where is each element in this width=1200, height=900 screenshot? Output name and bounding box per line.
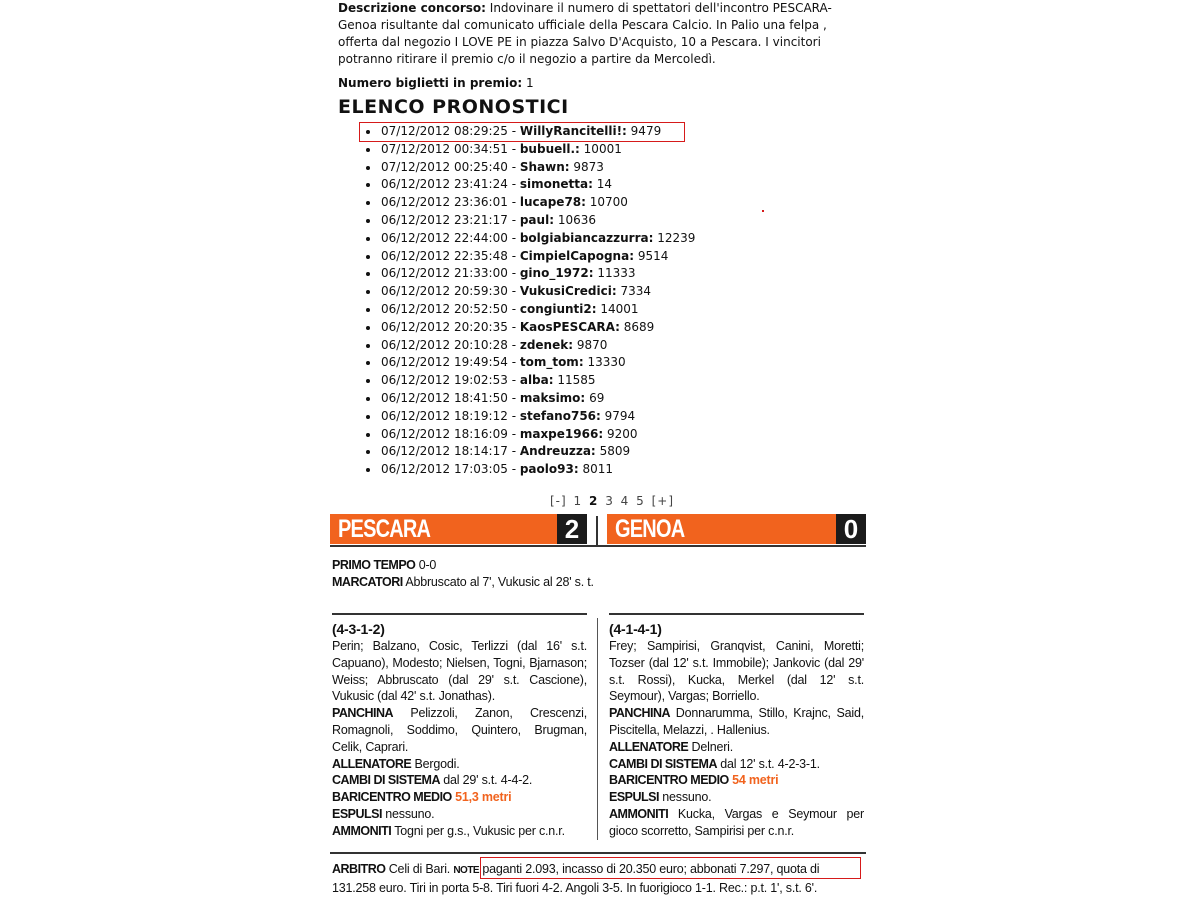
- prediction-guess: 11333: [597, 266, 636, 281]
- prediction-item: 06/12/2012 18:19:12 - stefano756: 9794: [366, 408, 695, 426]
- away-formation: (4-1-4-1): [609, 621, 662, 637]
- home-cambi: [332, 772, 587, 789]
- away-panchina: [609, 705, 864, 739]
- prediction-user: congiunti2:: [519, 301, 597, 316]
- score-bar: [330, 514, 866, 546]
- prediction-user: paolo93:: [519, 462, 579, 477]
- home-score: 2: [557, 514, 587, 544]
- away-baricentro: [609, 772, 864, 789]
- away-panchina-label: PANCHINA: [609, 706, 671, 721]
- tickets-info: [338, 75, 534, 92]
- prediction-item: 07/12/2012 00:25:40 - Shawn: 9873: [366, 159, 695, 177]
- home-espulsi-value: nessuno.: [385, 806, 435, 821]
- pager-prev[interactable]: [-]: [550, 494, 567, 508]
- description-label: Descrizione concorso:: [338, 1, 486, 15]
- prediction-timestamp: 06/12/2012 22:44:00: [381, 230, 508, 245]
- home-baricentro-label: BARICENTRO MEDIO: [332, 790, 452, 805]
- home-panchina: [332, 705, 587, 755]
- footer-rule: [330, 852, 866, 854]
- prediction-guess: 11585: [557, 373, 596, 388]
- predictions-title: ELENCO PRONOSTICI: [338, 96, 569, 118]
- marcatori-value: Abbruscato al 7', Vukusic al 28' s. t.: [405, 574, 594, 589]
- description-text: Indovinare il numero di spettatori dell'incontro PESCARA-Genoa risultante dal comunicato ufficiale della Pescara Calcio. In Palio una felpa , offerta dal negozio I LOVE PE in piazza Salvo D'Acquisto, 10 a Pescara. I vincitori potranno ritirare il premio c/o il negozio a partire da Mercoledì.: [338, 1, 832, 66]
- prediction-timestamp: 06/12/2012 18:41:50: [381, 390, 508, 405]
- prediction-timestamp: 06/12/2012 20:52:50: [381, 301, 508, 316]
- home-players: Perin; Balzano, Cosic, Terlizzi (dal 16' s.t. Capuano), Modesto; Nielsen, Togni, Bjarnason; Weiss; Abbruscato (dal 29' s.t. Cascione), Vukusic (dal 42' s.t. Jonathas).: [332, 639, 587, 704]
- prediction-timestamp: 07/12/2012 08:29:25: [381, 124, 508, 138]
- away-team-bar: [607, 514, 866, 544]
- prediction-user: tom_tom:: [519, 355, 584, 370]
- prediction-item: 06/12/2012 23:21:17 - paul: 10636: [366, 212, 695, 230]
- prediction-item: 06/12/2012 20:10:28 - zdenek: 9870: [366, 337, 695, 355]
- away-lineup: [609, 613, 864, 840]
- home-lineup-rule: [332, 613, 587, 615]
- prediction-guess: 12239: [657, 230, 696, 245]
- prediction-guess: 10700: [589, 195, 628, 210]
- prediction-guess: 9200: [606, 426, 638, 441]
- away-cambi-label: CAMBI DI SISTEMA: [609, 756, 717, 771]
- away-ammoniti-label: AMMONITI: [609, 806, 669, 821]
- primo-tempo: [332, 557, 872, 574]
- pager-page-5[interactable]: 5: [636, 494, 645, 508]
- prediction-user: alba:: [519, 373, 554, 388]
- prediction-timestamp: 06/12/2012 17:03:05: [381, 462, 508, 477]
- prediction-user: Andreuzza:: [519, 444, 596, 459]
- tickets-label: Numero biglietti in premio:: [338, 76, 523, 90]
- prediction-item: 06/12/2012 23:41:24 - simonetta: 14: [366, 176, 695, 194]
- away-players: Frey; Sampirisi, Granqvist, Canini, Moretti; Tozser (dal 12' s.t. Immobile); Jankovic (dal 29' s.t. Rossi), Kucka, Merkel (dal 12' s.t. Seymour), Vargas; Borriello.: [609, 639, 864, 704]
- prediction-user: maksimo:: [519, 390, 586, 405]
- prediction-user: stefano756:: [519, 408, 601, 423]
- prediction-item: 06/12/2012 18:14:17 - Andreuzza: 5809: [366, 443, 695, 461]
- prediction-timestamp: 06/12/2012 23:21:17: [381, 212, 508, 227]
- away-espulsi-value: nessuno.: [662, 790, 712, 805]
- prediction-guess: 9514: [637, 248, 669, 263]
- prediction-guess: 9794: [604, 408, 636, 423]
- prediction-timestamp: 06/12/2012 20:20:35: [381, 319, 508, 334]
- prediction-timestamp: 07/12/2012 00:25:40: [381, 159, 508, 174]
- away-lineup-rule: [609, 613, 864, 615]
- prediction-guess: 9870: [576, 337, 608, 352]
- note-line-1: paganti 2.093, incasso di 20.350 euro; abbonati 7.297, quota di: [482, 862, 820, 876]
- home-cambi-value: dal 29' s.t. 4-4-2.: [443, 773, 533, 788]
- prediction-guess: 13330: [587, 355, 626, 370]
- prediction-user: maxpe1966:: [519, 426, 604, 441]
- prediction-item: 06/12/2012 18:16:09 - maxpe1966: 9200: [366, 426, 695, 444]
- away-espulsi: [609, 789, 864, 806]
- away-espulsi-label: ESPULSI: [609, 790, 659, 805]
- away-score: 0: [836, 514, 866, 544]
- home-ammoniti: [332, 823, 587, 840]
- prediction-user: paul:: [519, 212, 554, 227]
- prediction-user: WillyRancitelli!:: [519, 124, 627, 138]
- contest-description: [338, 0, 870, 68]
- prediction-item: 06/12/2012 22:44:00 - bolgiabiancazzurra: 12239: [366, 230, 695, 248]
- away-ammoniti-value: Kucka, Vargas e Seymour per gioco scorretto, Sampirisi per c.n.r.: [609, 806, 864, 838]
- prediction-user: KaosPESCARA:: [519, 319, 620, 334]
- home-baricentro-value: 51,3 metri: [455, 790, 512, 805]
- pager-page-4[interactable]: 4: [620, 494, 630, 508]
- prediction-timestamp: 06/12/2012 20:59:30: [381, 284, 508, 299]
- red-dot: [762, 210, 764, 212]
- note-label: NOTE: [453, 865, 480, 876]
- prediction-guess: 9873: [573, 159, 604, 174]
- away-team-name: GENOA: [615, 515, 685, 543]
- prediction-guess: 10636: [557, 212, 597, 227]
- pagination: [550, 494, 676, 508]
- tickets-value: 1: [525, 76, 534, 90]
- prediction-user: lucape78:: [519, 195, 586, 210]
- arbitro-label: ARBITRO: [332, 862, 386, 876]
- prediction-guess: 14001: [600, 301, 639, 316]
- primo-tempo-value: 0-0: [418, 558, 437, 572]
- prediction-timestamp: 06/12/2012 23:36:01: [381, 195, 508, 210]
- prediction-guess: 69: [589, 390, 605, 405]
- column-divider: [597, 618, 598, 840]
- prediction-user: bolgiabiancazzurra:: [519, 230, 654, 245]
- prediction-user: simonetta:: [519, 177, 593, 192]
- prediction-user: zdenek:: [519, 337, 574, 352]
- prediction-guess: 9479: [630, 124, 662, 138]
- prediction-item: 06/12/2012 17:03:05 - paolo93: 8011: [366, 461, 695, 479]
- away-ammoniti: [609, 806, 864, 840]
- away-panchina-value: Donnarumma, Stillo, Krajnc, Said, Piscitella, Melazzi, . Hallenius.: [609, 706, 864, 737]
- score-underline: [330, 545, 866, 547]
- score-separator: [596, 516, 598, 546]
- away-cambi: [609, 756, 864, 773]
- prediction-guess: 8011: [582, 462, 614, 477]
- home-espulsi: [332, 806, 587, 823]
- home-baricentro: [332, 789, 587, 806]
- home-ammoniti-label: AMMONITI: [332, 823, 392, 838]
- prediction-guess: 5809: [599, 444, 631, 459]
- prediction-user: gino_1972:: [519, 266, 594, 281]
- prediction-guess: 8689: [623, 319, 655, 334]
- home-team-name: PESCARA: [338, 515, 431, 543]
- pager-page-3[interactable]: 3: [605, 494, 614, 508]
- prediction-user: CimpielCapogna:: [519, 248, 634, 263]
- prediction-timestamp: 06/12/2012 23:41:24: [381, 177, 508, 192]
- pager-page-current[interactable]: 2: [589, 494, 599, 508]
- prediction-item: 06/12/2012 20:52:50 - congiunti2: 14001: [366, 301, 695, 319]
- prediction-timestamp: 06/12/2012 18:14:17: [381, 444, 508, 459]
- away-baricentro-label: BARICENTRO MEDIO: [609, 773, 729, 788]
- prediction-timestamp: 06/12/2012 22:35:48: [381, 248, 508, 263]
- prediction-item: 06/12/2012 23:36:01 - lucape78: 10700: [366, 194, 695, 212]
- home-espulsi-label: ESPULSI: [332, 806, 382, 821]
- prediction-item: 06/12/2012 21:33:00 - gino_1972: 11333: [366, 265, 695, 283]
- home-allenatore: [332, 756, 587, 773]
- pager-page-1[interactable]: 1: [573, 494, 583, 508]
- away-allenatore-label: ALLENATORE: [609, 739, 689, 754]
- prediction-user: Shawn:: [519, 159, 570, 174]
- prediction-item: 06/12/2012 19:49:54 - tom_tom: 13330: [366, 354, 695, 372]
- home-lineup: [332, 613, 587, 840]
- home-panchina-value: Pelizzoli, Zanon, Crescenzi, Romagnoli, Soddimo, Quintero, Brugman, Celik, Caprari.: [332, 706, 587, 754]
- prediction-user: bubuell.:: [519, 141, 580, 156]
- predictions-list: [366, 123, 695, 479]
- match-summary: [332, 557, 872, 591]
- prediction-item: 06/12/2012 19:02:53 - alba: 11585: [366, 372, 695, 390]
- away-cambi-value: dal 12' s.t. 4-2-3-1.: [720, 756, 820, 771]
- prediction-timestamp: 06/12/2012 18:19:12: [381, 408, 508, 423]
- prediction-item: 06/12/2012 20:20:35 - KaosPESCARA: 8689: [366, 319, 695, 337]
- prediction-user: VukusiCredici:: [519, 284, 617, 299]
- prediction-timestamp: 06/12/2012 20:10:28: [381, 337, 508, 352]
- prediction-item: 06/12/2012 18:41:50 - maksimo: 69: [366, 390, 695, 408]
- home-cambi-label: CAMBI DI SISTEMA: [332, 773, 440, 788]
- home-ammoniti-value: Togni per g.s., Vukusic per c.n.r.: [394, 823, 565, 838]
- pager-next[interactable]: [+]: [651, 494, 675, 508]
- prediction-item: 07/12/2012 08:29:25 - WillyRancitelli!: 9479: [366, 123, 695, 141]
- prediction-timestamp: 06/12/2012 18:16:09: [381, 426, 508, 441]
- prediction-timestamp: 06/12/2012 19:49:54: [381, 355, 508, 370]
- prediction-timestamp: 06/12/2012 21:33:00: [381, 266, 508, 281]
- note-line-2: 131.258 euro. Tiri in porta 5-8. Tiri fuori 4-2. Angoli 3-5. In fuorigioco 1-1. Rec.: p.t. 1', s.t. 6'.: [332, 880, 818, 895]
- highlight-box-top: [359, 122, 685, 142]
- home-team-bar: [330, 514, 587, 544]
- marcatori-label: MARCATORI: [332, 574, 403, 589]
- home-allenatore-label: ALLENATORE: [332, 756, 412, 771]
- away-allenatore-value: Delneri.: [691, 739, 734, 754]
- arbitro-value: Celi di Bari.: [388, 862, 451, 876]
- home-formation: (4-3-1-2): [332, 621, 385, 637]
- away-allenatore: [609, 739, 864, 756]
- primo-tempo-label: PRIMO TEMPO: [332, 558, 416, 572]
- prediction-guess: 7334: [620, 284, 651, 299]
- away-baricentro-value: 54 metri: [732, 773, 779, 788]
- prediction-timestamp: 06/12/2012 19:02:53: [381, 373, 508, 388]
- prediction-guess: 10001: [583, 141, 622, 156]
- marcatori: [332, 574, 872, 591]
- prediction-item: 06/12/2012 20:59:30 - VukusiCredici: 7334: [366, 283, 695, 301]
- prediction-timestamp: 07/12/2012 00:34:51: [381, 141, 508, 156]
- home-allenatore-value: Bergodi.: [414, 756, 460, 771]
- home-panchina-label: PANCHINA: [332, 706, 394, 721]
- prediction-item: 06/12/2012 22:35:48 - CimpielCapogna: 9514: [366, 248, 695, 266]
- prediction-item: 07/12/2012 00:34:51 - bubuell.: 10001: [366, 141, 695, 159]
- prediction-guess: 14: [596, 177, 613, 192]
- highlight-box-bottom: [480, 857, 861, 879]
